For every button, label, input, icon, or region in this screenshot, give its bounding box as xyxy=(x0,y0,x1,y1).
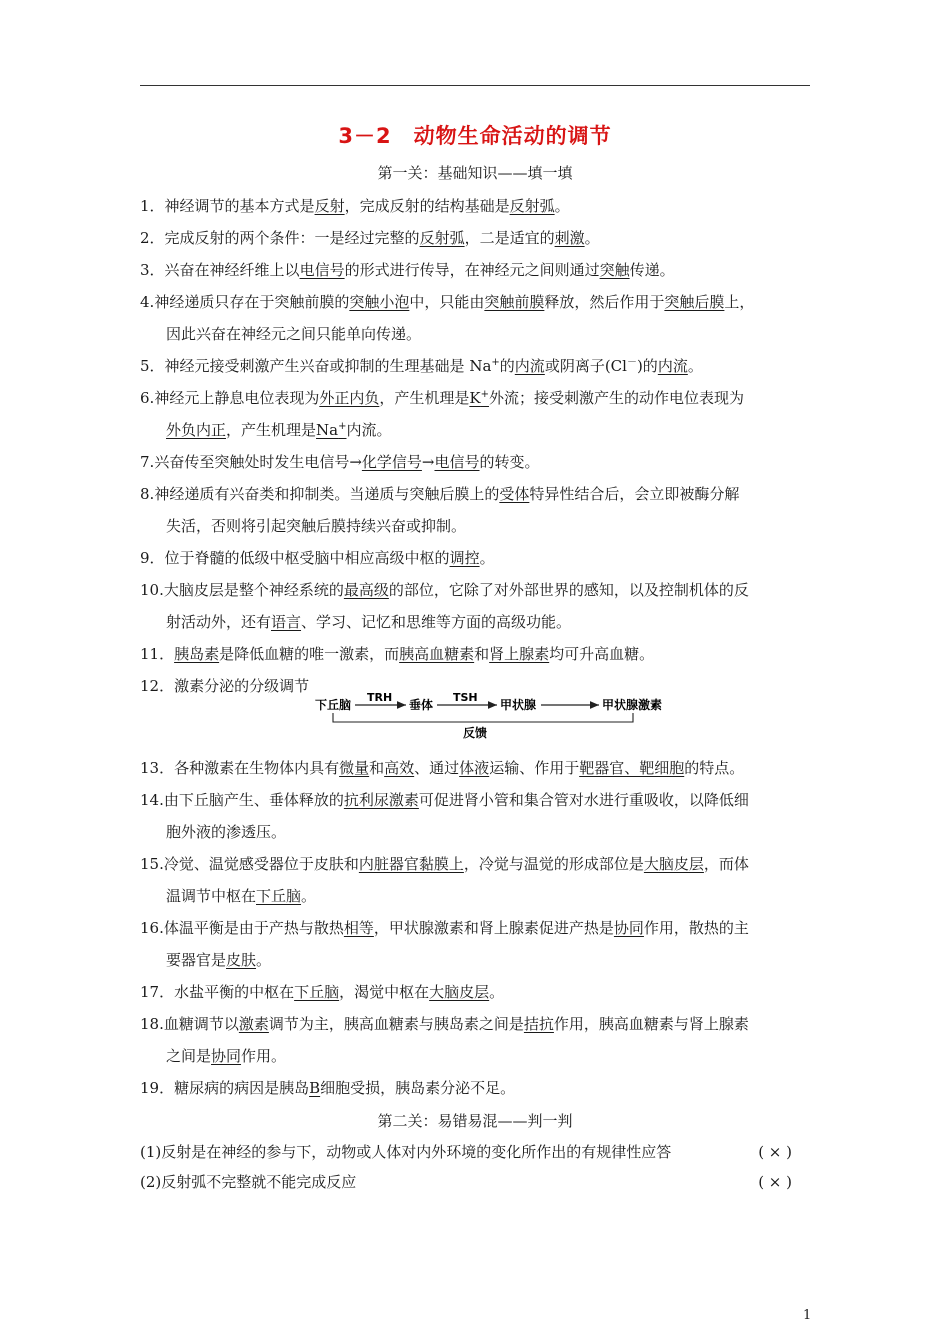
node-pituitary: 垂体 xyxy=(409,698,434,712)
node-thyroid: 甲状腺 xyxy=(500,698,537,712)
page-title: 3－2 动物生命活动的调节 xyxy=(338,124,612,148)
hormone-regulation-diagram xyxy=(313,692,673,742)
document-page: 3－2 动物生命活动的调节 第一关：基础知识——填一填 1．神经调节的基本方式是反射，完成反射的结构基础是反射弧。 2．完成反射的两个条件：一是经过完整的反射弧，二是适宜的刺激。 3．兴奋在神经纤维上以电信号的形式进行传导，在神经元之间则通过突触传递。 4.神经递质只存在于突触前膜的突触小泡中，只能由突触前膜释放，然后作用于突触后膜上， 因此兴奋在神经元之间只能单向传递。 5．神经元接受刺激产生兴奋或抑制的生理基础是 Na+的内流或阴离子(Cl－)的内流。 6.神经元上静息电位表现为外正内负，产生机理是K+外流；接受刺激产生的动作电位表现为 外负内正，产生机理是Na+内流。 7.兴奋传至突触处时发生电信号→化学信号→电信号的转变。 8.神经递质有兴奋类和抑制类。当递质与突触后膜上的受体特异性结合后，会立即被酶分解 失活，否则将引起突触后膜持续兴奋或抑制。 9．位于脊髓的低级中枢受脑中相应高级中枢的调控。 10.大脑皮层是整个神经系统的最高级的部位，它除了对外部世界的感知，以及控制机体的反 射活动外，还有语言、学习、记忆和思维等方面的高级功能。 11．胰岛素是降低血糖的唯一激素，而胰高血糖素和肾上腺素均可升高血糖。 12．激素分泌的分级调节 13．各种激素在生物体内具有微量和高效、通过体液运输、作用于靶器官、靶细胞的特点。 14.由下丘脑产生、垂体释放的抗利尿激素可促进肾小管和集合管对水进行重吸收，以降低细 胞外液的渗透压。 15.冷觉、温觉感受器位于皮肤和内脏器官黏膜上，冷觉与温觉的形成部位是大脑皮层，而体 温调节中枢在下丘脑。 16.体温平衡是由于产热与散热相等，甲状腺激素和肾上腺素促进产热是协同作用，散热的主 要器官是皮肤。 17．水盐平衡的中枢在下丘脑，渴觉中枢在大脑皮层。 18.血糖调节以激素调节为主，胰高血糖素与胰岛素之间是拮抗作用，胰高血糖素与肾上腺素 之间是协同作用。 19．糖尿病的病因是胰岛B细胞受损，胰岛素分泌不足。 下丘脑 TRH 垂体 TSH 甲状腺 甲状腺激素 反馈 第二关：易错易混——判一判 (1)反射是在神经的参与下，动物或人体对内外环境的变化所作出的有规律性应答 ( × ) (2)反射弧不完整就不能完成反应 ( × ) 1 xyxy=(0,0,950,1344)
judgement-item: (2)反射弧不完整就不能完成反应 ( × ) xyxy=(140,1173,792,1191)
label-trh: TRH xyxy=(367,692,393,704)
answer-mark: ( × ) xyxy=(758,1173,792,1191)
section-heading-judgement: 第二关：易错易混——判一判 xyxy=(377,1112,573,1130)
node-thyroid-hormone: 甲状腺激素 xyxy=(602,698,663,712)
feedback-loop-line xyxy=(333,713,633,722)
node-hypothalamus: 下丘脑 xyxy=(315,698,352,712)
section-heading-basics: 第一关：基础知识——填一填 xyxy=(377,164,573,182)
label-feedback: 反馈 xyxy=(463,726,488,740)
judgement-item: (1)反射是在神经的参与下，动物或人体对内外环境的变化所作出的有规律性应答 ( × ) xyxy=(140,1143,792,1161)
answer-mark: ( × ) xyxy=(758,1143,792,1161)
label-tsh: TSH xyxy=(453,692,478,704)
header-rule xyxy=(140,85,810,86)
page-number: 1 xyxy=(803,1308,812,1323)
